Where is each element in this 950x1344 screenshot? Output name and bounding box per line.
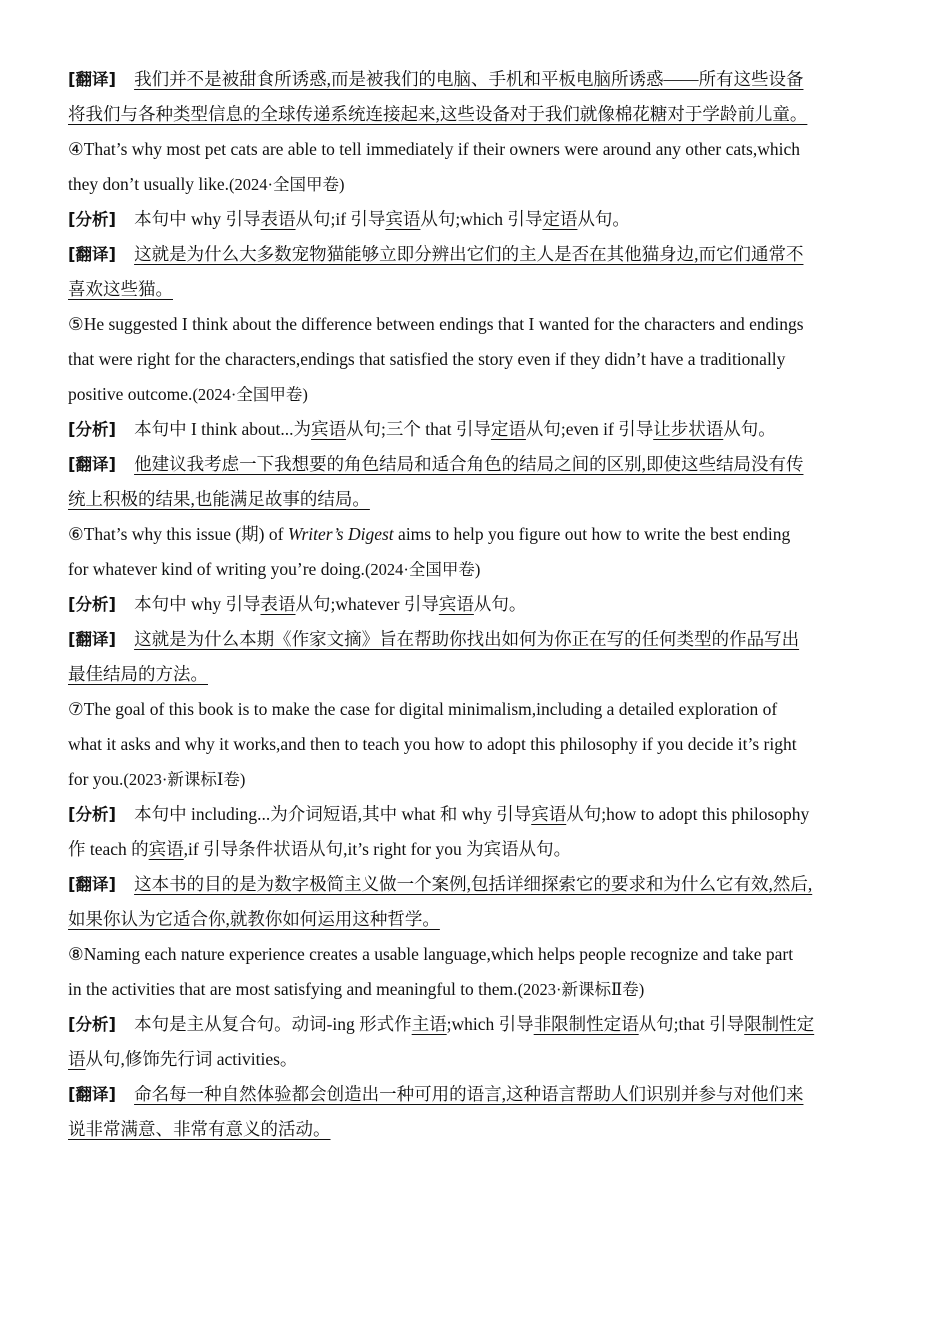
translation-line	[68, 97, 880, 132]
sentence-text: positive outcome.	[68, 384, 193, 404]
analysis-answer: 宾语	[531, 804, 567, 824]
translation-line	[68, 1077, 880, 1112]
translation-text: 喜欢这些猫。	[68, 279, 173, 299]
translation-text: 我们并不是被甜食所诱惑,而是被我们的电脑、手机和平板电脑所诱惑——所有这些设备	[134, 69, 804, 89]
translation-text: 将我们与各种类型信息的全球传递系统连接起来,这些设备对于我们就像棉花糖对于学龄前儿童。	[68, 104, 808, 124]
analysis-text: 从句;if 引导	[295, 209, 386, 229]
analysis-text: 从句。	[473, 594, 527, 614]
analysis-answer: 定语	[490, 419, 526, 439]
translation-line	[68, 482, 880, 517]
analysis-line	[68, 412, 880, 447]
analysis-text: 本句中 I think about...为	[134, 419, 312, 439]
sentence-text: ⑦The goal of this book is to make the case for digital minimalism,including a detailed exploration of	[68, 699, 778, 719]
analysis-answer: 语	[68, 1049, 86, 1069]
sentence-text: ⑤He suggested I think about the difference between endings that I wanted for the characters and endings	[68, 314, 804, 334]
analysis-label: [分析]	[68, 210, 117, 229]
translation-label: [翻译]	[68, 245, 117, 264]
document-page	[68, 62, 880, 1147]
translation-text: 命名每一种自然体验都会创造出一种可用的语言,这种语言帮助人们识别并参与对他们来	[134, 1084, 804, 1104]
translation-text: 这本书的目的是为数字极简主义做一个案例,包括详细探索它的要求和为什么它有效,然后,	[134, 874, 813, 894]
magazine-title: Writer’s Digest	[287, 524, 394, 544]
analysis-text: 从句;that 引导	[638, 1014, 745, 1034]
translation-label: [翻译]	[68, 630, 117, 649]
analysis-label: [分析]	[68, 805, 117, 824]
example-sentence	[68, 132, 880, 167]
analysis-answer: 宾语	[148, 839, 184, 859]
translation-label: [翻译]	[68, 70, 117, 89]
source-citation: (2023·新课标Ⅰ卷)	[123, 770, 246, 789]
analysis-text: 从句;which 引导	[420, 209, 543, 229]
sentence-text: that were right for the characters,endings that satisfied the story even if they didn’t have a traditionally	[68, 349, 786, 369]
sentence-text: ⑥That’s why this issue (期) of	[68, 524, 288, 544]
example-sentence	[68, 762, 880, 797]
analysis-text: 从句;三个 that 引导	[346, 419, 491, 439]
sentence-text: they don’t usually like.	[68, 174, 230, 194]
example-sentence	[68, 342, 880, 377]
translation-line	[68, 902, 880, 937]
sentence-text: what it asks and why it works,and then to teach you how to adopt this philosophy if you decide it’s right	[68, 734, 797, 754]
analysis-answer: 限制性定	[744, 1014, 815, 1034]
source-citation: (2024·全国甲卷)	[229, 175, 345, 194]
analysis-text: 从句;whatever 引导	[295, 594, 439, 614]
translation-text: 这就是为什么大多数宠物猫能够立即分辨出它们的主人是否在其他猫身边,而它们通常不	[134, 244, 804, 264]
translation-text: 说非常满意、非常有意义的活动。	[68, 1119, 331, 1139]
analysis-answer: 让步状语	[653, 419, 724, 439]
translation-text: 最佳结局的方法。	[68, 664, 208, 684]
translation-label: [翻译]	[68, 875, 117, 894]
example-sentence	[68, 307, 880, 342]
analysis-text: ,if 引导条件状语从句,it’s right for you 为宾语从句。	[183, 839, 572, 859]
analysis-answer: 表语	[260, 594, 296, 614]
example-sentence	[68, 167, 880, 202]
example-sentence	[68, 972, 880, 1007]
translation-label: [翻译]	[68, 455, 117, 474]
example-sentence	[68, 552, 880, 587]
sentence-text: aims to help you figure out how to write the best ending	[393, 524, 791, 544]
analysis-answer: 宾语	[438, 594, 474, 614]
analysis-text: 从句。	[723, 419, 776, 439]
analysis-answer: 宾语	[385, 209, 421, 229]
sentence-text: ④That’s why most pet cats are able to tell immediately if their owners were around any other cats,which	[68, 139, 800, 159]
analysis-line	[68, 1007, 880, 1042]
analysis-line	[68, 1042, 880, 1077]
analysis-line	[68, 202, 880, 237]
translation-text: 统上积极的结果,也能满足故事的结局。	[68, 489, 370, 509]
sentence-text: ⑧Naming each nature experience creates a usable language,which helps people recognize and take part	[68, 944, 794, 964]
sentence-text: in the activities that are most satisfying and meaningful to them.	[68, 979, 518, 999]
analysis-text: 从句;how to adopt this philosophy	[566, 804, 810, 824]
translation-line	[68, 657, 880, 692]
translation-text: 如果你认为它适合你,就教你如何运用这种哲学。	[68, 909, 440, 929]
analysis-text: 从句。	[577, 209, 630, 229]
analysis-answer: 定语	[542, 209, 578, 229]
analysis-label: [分析]	[68, 420, 117, 439]
translation-text: 这就是为什么本期《作家文摘》旨在帮助你找出如何为你正在写的任何类型的作品写出	[134, 629, 800, 649]
analysis-line	[68, 797, 880, 832]
analysis-answer: 主语	[411, 1014, 447, 1034]
analysis-text: ;which 引导	[446, 1014, 534, 1034]
translation-line	[68, 272, 880, 307]
source-citation: (2024·全国甲卷)	[364, 560, 481, 579]
analysis-line	[68, 587, 880, 622]
analysis-answer: 宾语	[311, 419, 347, 439]
analysis-text: 本句中 including...为介词短语,其中 what 和 why 引导	[134, 804, 532, 824]
translation-line	[68, 867, 880, 902]
analysis-text: 本句中 why 引导	[134, 594, 261, 614]
analysis-text: 从句;even if 引导	[525, 419, 654, 439]
translation-line	[68, 622, 880, 657]
analysis-label: [分析]	[68, 595, 117, 614]
analysis-line	[68, 832, 880, 867]
translation-text: 他建议我考虑一下我想要的角色结局和适合角色的结局之间的区别,即使这些结局没有传	[134, 454, 804, 474]
example-sentence	[68, 517, 880, 552]
analysis-label: [分析]	[68, 1015, 117, 1034]
analysis-text: 作 teach 的	[68, 839, 149, 859]
translation-line	[68, 62, 880, 97]
example-sentence	[68, 377, 880, 412]
source-citation: (2023·新课标Ⅱ卷)	[517, 980, 645, 999]
example-sentence	[68, 692, 880, 727]
analysis-text: 从句,修饰先行词 activities。	[85, 1049, 298, 1069]
translation-label: [翻译]	[68, 1085, 117, 1104]
sentence-text: for whatever kind of writing you’re doing.	[68, 559, 365, 579]
translation-line	[68, 447, 880, 482]
analysis-text: 本句是主从复合句。动词-ing 形式作	[134, 1014, 412, 1034]
analysis-answer: 表语	[260, 209, 296, 229]
translation-line	[68, 237, 880, 272]
source-citation: (2024·全国甲卷)	[192, 385, 308, 404]
sentence-text: for you.	[68, 769, 124, 789]
example-sentence	[68, 727, 880, 762]
example-sentence	[68, 937, 880, 972]
analysis-answer: 非限制性定语	[533, 1014, 639, 1034]
analysis-text: 本句中 why 引导	[134, 209, 261, 229]
translation-line	[68, 1112, 880, 1147]
